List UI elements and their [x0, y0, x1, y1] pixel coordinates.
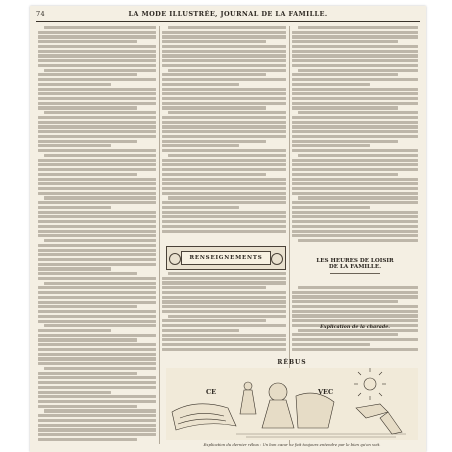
text-line — [38, 381, 156, 384]
text-line — [162, 334, 286, 337]
text-column-3-top — [292, 26, 418, 248]
text-line — [292, 73, 398, 76]
text-line — [38, 348, 156, 351]
text-line — [38, 395, 156, 398]
text-line — [292, 149, 418, 152]
text-line — [292, 295, 418, 298]
text-line — [292, 78, 418, 81]
text-line — [162, 159, 286, 162]
text-line — [38, 173, 137, 176]
text-line — [38, 116, 156, 119]
ornament-icon — [169, 253, 181, 265]
text-line — [168, 315, 286, 318]
text-line — [162, 281, 286, 284]
text-line — [38, 301, 156, 304]
text-line — [38, 244, 156, 247]
text-line — [162, 296, 286, 299]
text-line — [38, 59, 156, 62]
text-line — [38, 386, 156, 389]
text-line — [168, 111, 286, 114]
text-line — [292, 234, 418, 237]
text-line — [44, 154, 156, 157]
text-line — [162, 64, 286, 67]
rebus-illustration — [166, 368, 418, 440]
text-line — [292, 230, 418, 233]
text-line — [162, 35, 286, 38]
text-line — [38, 121, 156, 124]
text-line — [292, 310, 418, 313]
text-line — [38, 424, 156, 427]
text-line — [44, 69, 156, 72]
text-line — [162, 319, 266, 322]
text-line — [162, 45, 286, 48]
text-line — [298, 26, 418, 29]
ornament-icon — [271, 253, 283, 265]
text-line — [162, 201, 286, 204]
text-line — [292, 305, 418, 308]
text-line — [38, 88, 156, 91]
text-line — [38, 149, 156, 152]
text-column-3-bottom — [292, 286, 418, 356]
text-line — [38, 178, 156, 181]
text-line — [162, 88, 286, 91]
text-line — [38, 102, 156, 105]
text-line — [162, 310, 286, 313]
text-line — [162, 206, 239, 209]
text-line — [298, 286, 418, 289]
text-line — [292, 54, 418, 57]
text-line — [292, 319, 418, 322]
text-line — [162, 102, 286, 105]
text-line — [38, 334, 156, 337]
text-line — [292, 130, 418, 133]
text-column-2-bottom — [162, 272, 286, 356]
text-line — [162, 106, 266, 109]
text-line — [162, 192, 286, 195]
text-line — [292, 31, 418, 34]
text-line — [162, 305, 286, 308]
text-line — [38, 225, 156, 228]
text-line — [38, 428, 156, 431]
text-line — [38, 140, 137, 143]
text-line — [38, 362, 156, 365]
text-line — [168, 69, 286, 72]
text-line — [162, 73, 266, 76]
text-line — [44, 282, 156, 285]
text-line — [44, 367, 156, 370]
text-line — [292, 35, 418, 38]
text-line — [38, 187, 156, 190]
text-line — [38, 353, 156, 356]
text-line — [38, 338, 137, 341]
text-line — [44, 26, 156, 29]
text-line — [162, 178, 286, 181]
text-line — [38, 286, 156, 289]
text-line — [162, 173, 266, 176]
text-line — [38, 372, 137, 375]
text-line — [38, 253, 156, 256]
text-line — [38, 438, 137, 441]
text-line — [38, 400, 156, 403]
text-line — [298, 154, 418, 157]
text-line — [38, 97, 156, 100]
text-line — [38, 263, 156, 266]
text-line — [162, 140, 266, 143]
text-line — [292, 314, 418, 317]
rebus-word-right: VEC — [318, 388, 334, 396]
text-line — [168, 196, 286, 199]
text-line — [292, 45, 418, 48]
text-line — [292, 168, 418, 171]
text-line — [298, 239, 418, 242]
text-line — [292, 140, 398, 143]
text-line — [292, 215, 418, 218]
text-line — [292, 83, 370, 86]
text-line — [162, 92, 286, 95]
page-number: 74 — [36, 10, 46, 18]
banner-label: RENSEIGNEMENTS — [181, 251, 271, 265]
text-column-1 — [38, 26, 156, 446]
text-line — [44, 196, 156, 199]
text-line — [38, 277, 156, 280]
text-line — [38, 414, 156, 417]
text-line — [38, 215, 156, 218]
text-line — [38, 220, 156, 223]
text-line — [292, 333, 398, 336]
text-line — [292, 192, 418, 195]
text-line — [298, 69, 418, 72]
text-line — [38, 192, 156, 195]
text-line — [38, 211, 156, 214]
section-title — [292, 258, 418, 271]
text-line — [292, 159, 418, 162]
text-line — [292, 64, 418, 67]
text-line — [292, 144, 370, 147]
text-line — [162, 230, 286, 233]
text-line — [38, 201, 156, 204]
text-line — [38, 305, 137, 308]
text-line — [38, 31, 156, 34]
section-title-line-2: DE LA FAMILLE. — [328, 264, 382, 271]
text-line — [38, 45, 156, 48]
text-line — [162, 40, 266, 43]
text-line — [38, 376, 156, 379]
text-line — [292, 182, 418, 185]
text-line — [292, 187, 418, 190]
text-line — [292, 201, 418, 204]
text-line — [162, 130, 286, 133]
text-line — [292, 106, 398, 109]
text-line — [162, 300, 286, 303]
text-line — [162, 182, 286, 185]
text-line — [292, 220, 418, 223]
text-line — [38, 106, 137, 109]
text-line — [162, 50, 286, 53]
renseignements-banner — [166, 246, 286, 270]
text-line — [162, 211, 286, 214]
text-line — [38, 50, 156, 53]
text-line — [292, 338, 418, 341]
text-line — [38, 310, 156, 313]
rebus-title: RÉBUS — [277, 359, 307, 366]
text-line — [162, 116, 286, 119]
text-line — [38, 234, 156, 237]
text-line — [38, 159, 156, 162]
text-line — [38, 35, 156, 38]
text-line — [162, 31, 286, 34]
text-line — [292, 225, 418, 228]
text-line — [292, 97, 418, 100]
text-line — [38, 206, 111, 209]
text-line — [292, 173, 398, 176]
text-line — [162, 324, 286, 327]
running-head — [36, 9, 420, 22]
text-line — [162, 348, 286, 351]
text-line — [38, 125, 156, 128]
text-line — [292, 291, 418, 294]
rebus-word-left: CE — [206, 388, 217, 396]
text-line — [38, 168, 156, 171]
text-line — [162, 97, 286, 100]
text-line — [292, 211, 418, 214]
text-line — [162, 59, 286, 62]
text-line — [38, 73, 137, 76]
text-line — [38, 163, 156, 166]
text-line — [162, 329, 239, 332]
text-line — [292, 348, 418, 351]
text-line — [44, 239, 156, 242]
section-title-line-1: LES HEURES DE LOISIR — [316, 258, 394, 264]
text-line — [162, 215, 286, 218]
text-line — [162, 149, 286, 152]
text-line — [38, 343, 156, 346]
text-line — [38, 40, 137, 43]
text-line — [162, 78, 286, 81]
text-line — [162, 125, 286, 128]
text-line — [292, 116, 418, 119]
newspaper-page — [30, 6, 426, 452]
text-line — [292, 178, 418, 181]
text-line — [168, 154, 286, 157]
text-line — [38, 405, 137, 408]
text-line — [38, 182, 156, 185]
divider — [330, 273, 380, 274]
text-line — [38, 249, 156, 252]
text-line — [38, 419, 156, 422]
text-line — [162, 187, 286, 190]
text-line — [292, 163, 418, 166]
text-line — [38, 315, 156, 318]
text-line — [168, 272, 286, 275]
text-line — [44, 409, 156, 412]
text-line — [292, 121, 418, 124]
text-line — [162, 83, 239, 86]
rebus-drawing — [166, 368, 418, 440]
text-line — [38, 92, 156, 95]
text-line — [292, 92, 418, 95]
text-line — [38, 272, 137, 275]
rebus-caption: Explication du dernier rébus : Un bon cœur ne fait toujours entendre par le bien qu'on voit. — [203, 442, 381, 447]
text-line — [38, 391, 111, 394]
text-line — [292, 125, 418, 128]
text-line — [162, 291, 286, 294]
text-line — [162, 225, 286, 228]
text-line — [162, 168, 286, 171]
text-line — [292, 40, 398, 43]
text-line — [162, 54, 286, 57]
text-line — [162, 286, 266, 289]
text-line — [298, 111, 418, 114]
text-line — [292, 343, 370, 346]
text-line — [162, 121, 286, 124]
text-line — [38, 320, 156, 323]
text-line — [38, 78, 156, 81]
text-line — [162, 220, 286, 223]
text-line — [162, 338, 286, 341]
text-line — [162, 135, 286, 138]
text-line — [168, 26, 286, 29]
text-line — [38, 291, 156, 294]
column-divider — [159, 26, 160, 444]
text-line — [38, 230, 156, 233]
text-line — [38, 329, 111, 332]
text-line — [292, 102, 418, 105]
text-line — [162, 277, 286, 280]
text-line — [162, 343, 286, 346]
text-line — [162, 144, 239, 147]
text-line — [38, 296, 156, 299]
text-line — [38, 64, 156, 67]
text-line — [38, 144, 111, 147]
text-line — [292, 300, 398, 303]
text-line — [44, 111, 156, 114]
journal-title: LA MODE ILLUSTRÉE, JOURNAL DE LA FAMILLE. — [128, 10, 328, 18]
text-line — [38, 267, 111, 270]
text-line — [38, 54, 156, 57]
text-line — [38, 135, 156, 138]
text-line — [38, 357, 156, 360]
text-column-2-top — [162, 26, 286, 238]
text-line — [298, 196, 418, 199]
text-line — [162, 163, 286, 166]
text-line — [38, 258, 156, 261]
text-line — [292, 206, 370, 209]
text-line — [38, 130, 156, 133]
text-line — [38, 83, 111, 86]
text-line — [38, 433, 156, 436]
text-line — [292, 135, 418, 138]
text-line — [292, 50, 418, 53]
text-line — [292, 59, 418, 62]
text-line — [292, 88, 418, 91]
text-line — [44, 324, 156, 327]
charade-explanation-heading: Explication de la charade. — [320, 324, 390, 330]
